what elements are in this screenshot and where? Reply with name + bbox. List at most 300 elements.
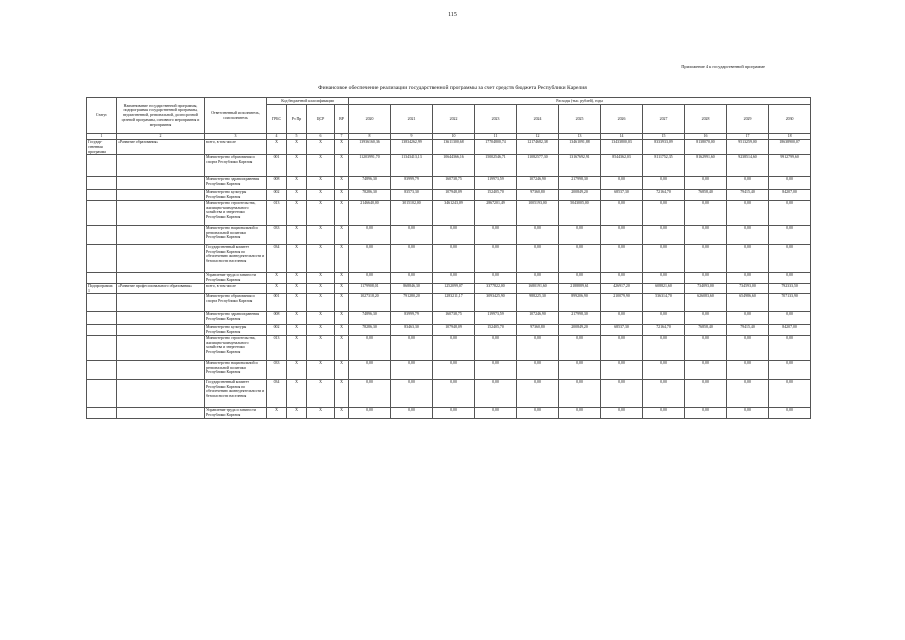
amount-cell: 0,00 [643,177,685,190]
amount-cell: 0,00 [517,407,559,418]
amount-cell: 13611300,68 [433,140,475,155]
amount-cell: 8138070,00 [685,140,727,155]
page-number: 115 [448,12,457,18]
amount-cell: 0,00 [517,379,559,407]
amount-cell: 0,00 [475,244,517,272]
vr-cell: Х [335,225,349,244]
csr-cell: Х [307,379,335,407]
header-rzpr: Рз Пр [287,105,307,134]
grbs-cell: 001 [267,294,287,312]
amount-cell: 0,00 [643,407,685,418]
status-cell [87,272,117,283]
amount-cell: 734593,00 [727,283,769,294]
program-name-cell [117,312,205,325]
amount-cell: 0,00 [433,225,475,244]
amount-cell: 107948,09 [433,325,475,336]
amount-cell: 0,00 [433,379,475,407]
table-row [87,272,811,283]
program-name-cell [117,200,205,225]
amount-cell: 0,00 [559,225,601,244]
amount-cell: 0,00 [433,335,475,360]
executor-cell: Министерство строительства, жилищно-коммунального хозяйства и энергетики Республики Карелия [205,335,267,360]
rzpr-cell: Х [287,155,307,177]
amount-cell: 0,00 [769,379,811,407]
status-cell [87,190,117,201]
amount-cell: 734093,00 [685,283,727,294]
column-number: 9 [391,134,433,140]
amount-cell: 0,00 [685,335,727,360]
amount-cell: 0,00 [601,407,643,418]
table-row [87,177,811,190]
header-vr: ВР [335,105,349,134]
vr-cell: Х [335,294,349,312]
amount-cell: 0,00 [349,272,391,283]
amount-cell: 0,00 [517,335,559,360]
program-name-cell [117,379,205,407]
amount-cell: 0,00 [727,225,769,244]
amount-cell: 68537,30 [601,190,643,201]
amount-cell: 17704800,74 [475,140,517,155]
rzpr-cell: Х [287,140,307,155]
amount-cell: 8544362,03 [601,155,643,177]
csr-cell: Х [307,190,335,201]
table-body [87,140,811,419]
status-cell [87,155,117,177]
amount-cell: 78286,30 [349,190,391,201]
amount-cell: 0,00 [475,379,517,407]
amount-cell: 83999,79 [391,312,433,325]
amount-cell: 0,00 [643,360,685,379]
vr-cell: Х [335,360,349,379]
header-year: 2023 [475,105,517,134]
grbs-cell: 001 [267,155,287,177]
vr-cell: Х [335,407,349,418]
amount-cell: 74896,30 [349,177,391,190]
amount-cell: 3377822,00 [475,283,517,294]
grbs-cell: 013 [267,200,287,225]
status-cell [87,335,117,360]
amount-cell: 0,00 [769,200,811,225]
table-row [87,200,811,225]
appendix-note: Приложение 4 к государственной программе [681,64,765,69]
header-expenses: Расходы (тыс. рублей), годы [349,98,811,105]
amount-cell: 0,00 [643,312,685,325]
amount-cell: 2867201,49 [475,200,517,225]
amount-cell: 0,00 [769,225,811,244]
amount-cell: 0,00 [433,360,475,379]
header-csr: ЦСР [307,105,335,134]
amount-cell: 5043005,00 [559,200,601,225]
amount-cell: 0,00 [349,379,391,407]
executor-cell: Государственный комитет Республики Карелия по обеспечению жизнедеятельности и безопасности населения [205,379,267,407]
amount-cell: 0,00 [643,335,685,360]
status-cell [87,407,117,418]
column-number: 12 [517,134,559,140]
status-cell [87,379,117,407]
rzpr-cell: Х [287,200,307,225]
status-cell [87,325,117,336]
amount-cell: 0,00 [349,225,391,244]
status-cell [87,312,117,325]
amount-cell: 0,00 [391,379,433,407]
amount-cell: 210079,90 [601,294,643,312]
amount-cell: 0,00 [643,200,685,225]
table-row [87,155,811,177]
amount-cell: 8333933,09 [643,140,685,155]
amount-cell: 0,00 [559,360,601,379]
amount-cell: 72164,70 [643,325,685,336]
amount-cell: 0,00 [769,335,811,360]
amount-cell: 13433800,03 [601,140,643,155]
amount-cell: 160738,75 [433,312,475,325]
amount-cell: 12174682,38 [517,140,559,155]
amount-cell: 0,00 [685,272,727,283]
amount-cell: 97360,80 [517,190,559,201]
table-row [87,312,811,325]
amount-cell: 707133,90 [769,294,811,312]
amount-cell: 608821,60 [643,283,685,294]
amount-cell: 11082577,30 [517,155,559,177]
amount-cell: 1005193,00 [517,200,559,225]
column-number: 18 [769,134,811,140]
header-year: 2028 [685,105,727,134]
amount-cell: 9238514,60 [727,155,769,177]
header-row-1 [87,98,811,105]
csr-cell: Х [307,325,335,336]
vr-cell: Х [335,272,349,283]
amount-cell: 3461243,09 [433,200,475,225]
csr-cell: Х [307,177,335,190]
csr-cell: Х [307,200,335,225]
csr-cell: Х [307,407,335,418]
amount-cell: 217998,30 [559,312,601,325]
amount-cell: 536314,70 [643,294,685,312]
rzpr-cell: Х [287,244,307,272]
amount-cell: 9912799,60 [769,155,811,177]
executor-cell: Министерство здравоохранения Республики Карелия [205,177,267,190]
grbs-cell: 033 [267,360,287,379]
amount-cell: 3093425,90 [475,294,517,312]
program-name-cell: «Развитие образования» [117,140,205,155]
header-year: 2030 [769,105,811,134]
vr-cell: Х [335,335,349,360]
rzpr-cell: Х [287,294,307,312]
amount-cell: 160738,75 [433,177,475,190]
amount-cell: 72164,70 [643,190,685,201]
amount-cell: 0,00 [769,244,811,272]
amount-cell: 0,00 [559,407,601,418]
amount-cell: 0,00 [601,244,643,272]
amount-cell: 74896,30 [349,312,391,325]
grbs-cell: Х [267,283,287,294]
status-cell [87,225,117,244]
grbs-cell: 002 [267,190,287,201]
amount-cell: 0,00 [685,177,727,190]
vr-cell: Х [335,155,349,177]
program-name-cell [117,244,205,272]
csr-cell: Х [307,155,335,177]
program-name-cell: «Развитие профессионального образования» [117,283,205,294]
column-number: 8 [349,134,391,140]
amount-cell: 8162991,60 [685,155,727,177]
amount-cell: 0,00 [517,244,559,272]
amount-cell: 0,00 [391,244,433,272]
amount-cell: 0,00 [727,312,769,325]
executor-cell: Министерство строительства, жилищно-коммунального хозяйства и энергетики Республики Карелия [205,200,267,225]
rzpr-cell: Х [287,312,307,325]
header-year: 2025 [559,105,601,134]
amount-cell: 0,00 [769,177,811,190]
amount-cell: 13461091,88 [559,140,601,155]
status-cell: Государ-ственная программа [87,140,117,155]
column-number: 6 [307,134,335,140]
amount-cell: 119973,59 [475,177,517,190]
header-year: 2029 [727,105,769,134]
grbs-cell: 034 [267,244,287,272]
financing-table [86,97,811,419]
amount-cell: 0,00 [727,272,769,283]
executor-cell: всего, в том числе [205,140,267,155]
amount-cell: 0,00 [517,272,559,283]
table-row [87,335,811,360]
header-status: Статус [87,98,117,134]
program-name-cell [117,225,205,244]
column-number: 15 [643,134,685,140]
amount-cell: 13167692,91 [559,155,601,177]
program-name-cell [117,190,205,201]
amount-cell: 18638900,07 [769,140,811,155]
grbs-cell: 008 [267,312,287,325]
csr-cell: Х [307,335,335,360]
status-cell: Подпрограмма 1 [87,283,117,294]
grbs-cell: 033 [267,225,287,244]
executor-cell: Министерство образования и спорта Республики Карелия [205,155,267,177]
amount-cell: 0,00 [727,379,769,407]
table-row [87,294,811,312]
executor-cell: Управление труда и занятости Республики Карелия [205,407,267,418]
executor-cell: всего, в том числе [205,283,267,294]
rzpr-cell: Х [287,190,307,201]
executor-cell: Министерство культуры Республики Карелия [205,190,267,201]
table-row [87,407,811,418]
amount-cell: 78286,30 [349,325,391,336]
table-row [87,283,811,294]
amount-cell: 0,00 [601,379,643,407]
vr-cell: Х [335,140,349,155]
amount-cell: 0,00 [517,360,559,379]
amount-cell: 0,00 [601,312,643,325]
amount-cell: 0,00 [391,407,433,418]
vr-cell: Х [335,379,349,407]
amount-cell: 0,00 [685,312,727,325]
amount-cell: 0,00 [769,360,811,379]
grbs-cell: Х [267,407,287,418]
column-number: 1 [87,134,117,140]
amount-cell: 79415,40 [727,190,769,201]
table-row [87,190,811,201]
amount-cell: 0,00 [727,407,769,418]
csr-cell: Х [307,272,335,283]
amount-cell: 83463,30 [391,325,433,336]
vr-cell: Х [335,200,349,225]
amount-cell: 0,00 [727,200,769,225]
amount-cell: 0,00 [727,244,769,272]
rzpr-cell: Х [287,272,307,283]
amount-cell: 0,00 [685,360,727,379]
amount-cell: 626083,60 [685,294,727,312]
grbs-cell: 002 [267,325,287,336]
amount-cell: 13936160,36 [349,140,391,155]
amount-cell: 3015102,00 [391,200,433,225]
executor-cell: Министерство национальной и региональной политики Республики Карелия [205,225,267,244]
vr-cell: Х [335,177,349,190]
amount-cell: 0,00 [349,360,391,379]
amount-cell: 0,00 [601,177,643,190]
rzpr-cell: Х [287,177,307,190]
status-cell [87,200,117,225]
amount-cell: 0,00 [769,272,811,283]
header-year: 2021 [391,105,433,134]
column-number: 5 [287,134,307,140]
amount-cell: 0,00 [601,335,643,360]
header-year: 2027 [643,105,685,134]
executor-cell: Министерство образования и спорта Республики Карелия [205,294,267,312]
header-year: 2022 [433,105,475,134]
amount-cell: 97360,80 [517,325,559,336]
table-row [87,225,811,244]
executor-cell: Министерство культуры Республики Карелия [205,325,267,336]
amount-cell: 0,00 [685,379,727,407]
vr-cell: Х [335,244,349,272]
amount-cell: 0,00 [475,335,517,360]
vr-cell: Х [335,283,349,294]
amount-cell: 83999,79 [391,177,433,190]
amount-cell: 107246,90 [517,312,559,325]
vr-cell: Х [335,190,349,201]
amount-cell: 0,00 [685,407,727,418]
program-name-cell [117,294,205,312]
rzpr-cell: Х [287,325,307,336]
amount-cell: 0,00 [559,272,601,283]
column-number: 4 [267,134,287,140]
amount-cell: 200849,20 [559,190,601,201]
amount-cell: 68537,30 [601,325,643,336]
document-title: Финансовое обеспечение реализации государственной программы за счет средств бюджета Республики Карелия [318,85,587,91]
amount-cell: 0,00 [685,225,727,244]
amount-cell: 1027318,20 [349,294,391,312]
header-executor: Ответственный исполнитель, соисполнитель [205,98,267,134]
csr-cell: Х [307,225,335,244]
header-program-name: Наименование государственной программы, подпрограммы государственной программы, ведомственной, региональной, долгосрочной целевой программы, основного мероприятия и мероприятия [117,98,205,134]
amount-cell: 868846,30 [391,283,433,294]
column-number: 2 [117,134,205,140]
amount-cell: 152405,70 [475,190,517,201]
status-cell [87,360,117,379]
amount-cell: 119973,59 [475,312,517,325]
executor-cell: Министерство национальной и региональной политики Республики Карелия [205,360,267,379]
column-number: 17 [727,134,769,140]
amount-cell: 0,00 [517,225,559,244]
amount-cell: 11343413,13 [391,155,433,177]
program-name-cell [117,155,205,177]
rzpr-cell: Х [287,360,307,379]
csr-cell: Х [307,360,335,379]
amount-cell: 11203991,70 [349,155,391,177]
amount-cell: 0,00 [433,407,475,418]
amount-cell: 8111752,35 [643,155,685,177]
header-grbs: ГРБС [267,105,287,134]
status-cell [87,294,117,312]
program-name-cell [117,272,205,283]
executor-cell: Управление труда и занятости Республики Карелия [205,272,267,283]
amount-cell: 0,00 [391,335,433,360]
amount-cell: 0,00 [769,312,811,325]
csr-cell: Х [307,140,335,155]
amount-cell: 152405,70 [475,325,517,336]
csr-cell: Х [307,312,335,325]
column-number: 13 [559,134,601,140]
vr-cell: Х [335,312,349,325]
rzpr-cell: Х [287,379,307,407]
rzpr-cell: Х [287,407,307,418]
amount-cell: 2188889,61 [559,283,601,294]
amount-cell: 1179908,01 [349,283,391,294]
executor-cell: Министерство здравоохранения Республики Карелия [205,312,267,325]
amount-cell: 0,00 [475,360,517,379]
grbs-cell: 034 [267,379,287,407]
table-row [87,360,811,379]
amount-cell: 0,00 [727,335,769,360]
program-name-cell [117,407,205,418]
header-year: 2020 [349,105,391,134]
table-row [87,325,811,336]
executor-cell: Государственный комитет Республики Карелия по обеспечению жизнедеятельности и безопасности населения [205,244,267,272]
header-budget-classification: Код бюджетной классификации [267,98,349,105]
amount-cell: 0,00 [727,360,769,379]
amount-cell: 1680191,60 [517,283,559,294]
amount-cell: 791280,20 [391,294,433,312]
table-row [87,379,811,407]
table-row [87,140,811,155]
amount-cell: 0,00 [349,244,391,272]
amount-cell: 0,00 [391,360,433,379]
column-number: 11 [475,134,517,140]
program-name-cell [117,360,205,379]
amount-cell: 0,00 [475,272,517,283]
csr-cell: Х [307,244,335,272]
amount-cell: 0,00 [391,272,433,283]
amount-cell: 84207,00 [769,325,811,336]
amount-cell: 0,00 [643,225,685,244]
amount-cell: 76858,40 [685,190,727,201]
amount-cell: 10644366,16 [433,155,475,177]
amount-cell: 0,00 [727,177,769,190]
grbs-cell: Х [267,140,287,155]
header-year: 2024 [517,105,559,134]
amount-cell: 0,00 [475,407,517,418]
amount-cell: 13834262,99 [391,140,433,155]
amount-cell: 0,00 [601,200,643,225]
amount-cell: 0,00 [349,407,391,418]
amount-cell: 0,00 [685,200,727,225]
amount-cell: 0,00 [643,272,685,283]
amount-cell: 0,00 [433,272,475,283]
amount-cell: 792333,50 [769,283,811,294]
column-number: 10 [433,134,475,140]
vr-cell: Х [335,325,349,336]
amount-cell: 0,00 [643,379,685,407]
grbs-cell: 013 [267,335,287,360]
